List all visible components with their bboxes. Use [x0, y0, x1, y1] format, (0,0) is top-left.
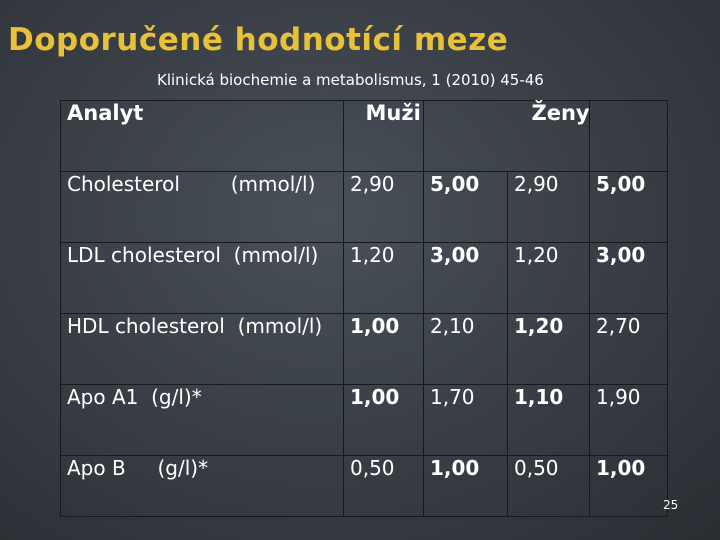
value-cell-w-high: 1,90	[590, 385, 668, 456]
value-cell-m-high: 1,00	[424, 456, 508, 517]
value-cell-w-low: 1,10	[508, 385, 590, 456]
analyte-label: Apo A1 (g/l)*	[61, 385, 344, 456]
value-cell-m-high: 1,70	[424, 385, 508, 456]
value-cell-w-low: 1,20	[508, 243, 590, 314]
table-row	[61, 456, 668, 517]
value-cell-w-high: 3,00	[590, 243, 668, 314]
value-cell-w-low: 2,90	[508, 172, 590, 243]
header-analyte: Analyt	[67, 101, 144, 125]
value-cell-m-high: 3,00	[424, 243, 508, 314]
source-citation: Klinická biochemie a metabolismus, 1 (2010) 45-46	[157, 71, 544, 89]
analyte-label: Cholesterol (mmol/l)	[61, 172, 344, 243]
value-cell-w-high: 5,00	[590, 172, 668, 243]
value-cell-m-low: 0,50	[344, 456, 424, 517]
table-row	[61, 243, 668, 314]
value-cell-m-low: 2,90	[344, 172, 424, 243]
value-cell-w-low: 1,20	[508, 314, 590, 385]
slide-title: Doporučené hodnotící meze	[8, 22, 509, 58]
header-women: Ženy	[531, 101, 590, 125]
analyte-label: LDL cholesterol (mmol/l)	[61, 243, 344, 314]
value-cell-m-low: 1,20	[344, 243, 424, 314]
header-women-cell	[424, 101, 590, 172]
header-empty-cell	[590, 101, 668, 172]
table-header-row	[61, 101, 668, 172]
value-cell-w-low: 0,50	[508, 456, 590, 517]
table-row	[61, 314, 668, 385]
value-cell-m-low: 1,00	[344, 314, 424, 385]
table-row	[61, 385, 668, 456]
page-number: 25	[663, 498, 679, 512]
header-analyte-cell	[61, 101, 421, 172]
header-men: Muži	[365, 101, 421, 125]
analyte-label: Apo B (g/l)*	[61, 456, 344, 517]
analyte-label: HDL cholesterol (mmol/l)	[61, 314, 344, 385]
value-cell-w-high: 2,70	[590, 314, 668, 385]
value-cell-w-high: 1,00	[590, 456, 668, 517]
reference-limits-table	[60, 100, 668, 517]
value-cell-m-high: 5,00	[424, 172, 508, 243]
table-row	[61, 172, 668, 243]
value-cell-m-high: 2,10	[424, 314, 508, 385]
value-cell-m-low: 1,00	[344, 385, 424, 456]
